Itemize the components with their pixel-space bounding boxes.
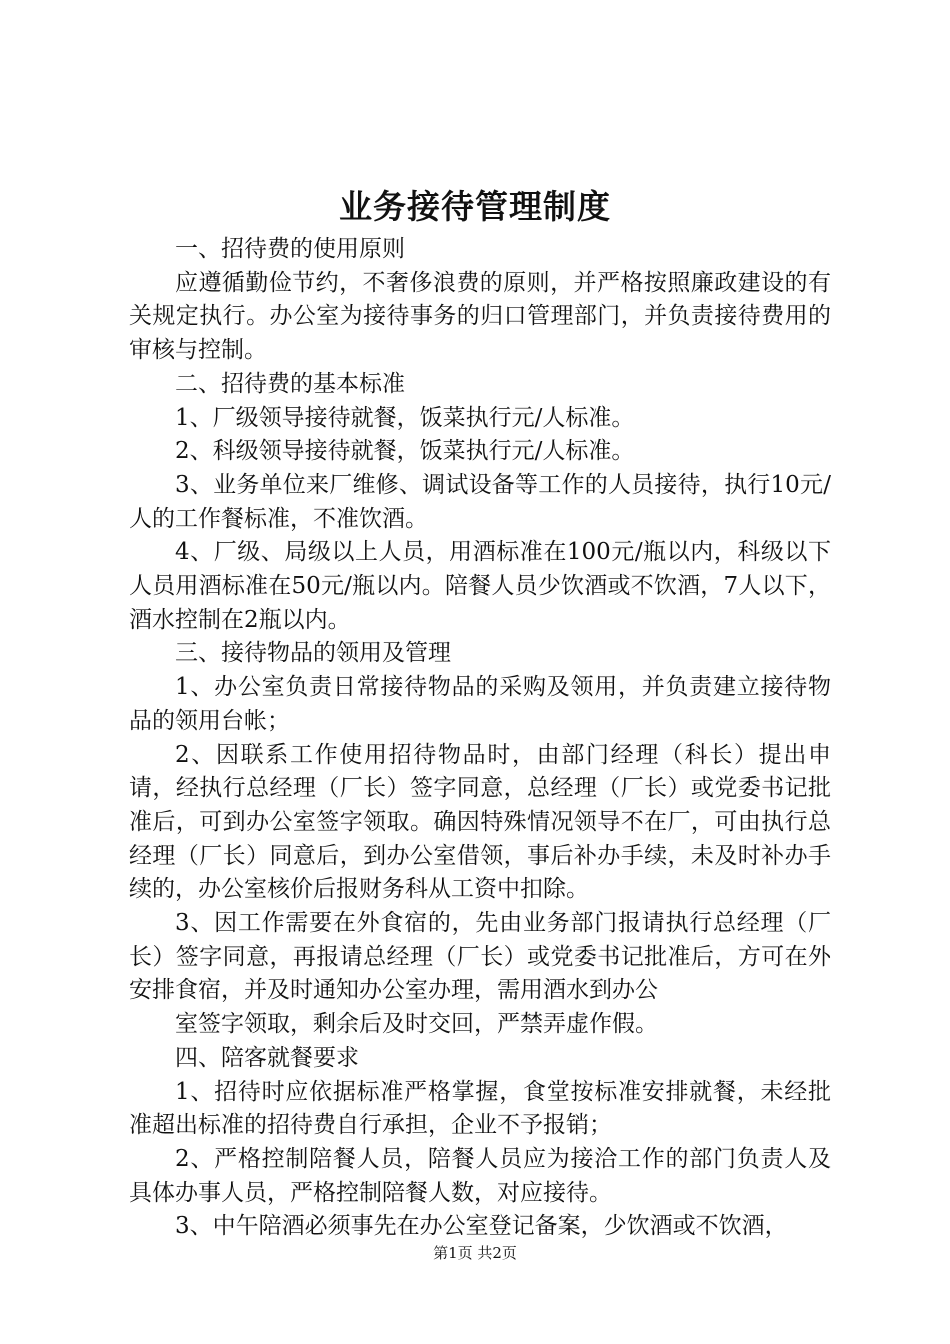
paragraph: 4、厂级、局级以上人员，用酒标准在100元/瓶以内，科级以下人员用酒标准在50元/瓶以内。陪餐人员少饮酒或不饮酒，7人以下，酒水控制在2瓶以内。 bbox=[129, 539, 831, 633]
paragraph: 3、中午陪酒必须事先在办公室登记备案，少饮酒或不饮酒， bbox=[175, 1213, 788, 1240]
paragraph: 2、科级领导接待就餐，饭菜执行元/人标准。 bbox=[175, 438, 635, 465]
paragraph: 1、厂级领导接待就餐，饭菜执行元/人标准。 bbox=[175, 404, 635, 431]
document-body bbox=[129, 233, 831, 1244]
paragraph-continuation: 室签字领取，剩余后及时交回，严禁弄虚作假。 bbox=[175, 1011, 658, 1038]
document-title: 业务接待管理制度 bbox=[339, 187, 611, 226]
section-heading-2: 二、招待费的基本标准 bbox=[175, 370, 405, 397]
page-number-footer: 第1页 共2页 bbox=[433, 1244, 517, 1262]
paragraph: 2、严格控制陪餐人员，陪餐人员应为接洽工作的部门负责人及具体办事人员，严格控制陪餐人数，对应接待。 bbox=[129, 1145, 831, 1206]
section-heading-4: 四、陪客就餐要求 bbox=[175, 1044, 359, 1071]
paragraph: 3、因工作需要在外食宿的，先由业务部门报请执行总经理（厂长）签字同意，再报请总经理（厂长）或党委书记批准后，方可在外安排食宿，并及时通知办公室办理，需用酒水到办公 bbox=[129, 910, 831, 1004]
paragraph: 2、因联系工作使用招待物品时，由部门经理（科长）提出申请，经执行总经理（厂长）签字同意，总经理（厂长）或党委书记批准后，可到办公室签字领取。确因特殊情况领导不在厂，可由执行总经理（厂长）同意后，到办公室借领，事后补办手续，未及时补办手续的，办公室核价后报财务科从工资中扣除。 bbox=[129, 741, 831, 903]
section-heading-3: 三、接待物品的领用及管理 bbox=[175, 640, 451, 667]
paragraph: 应遵循勤俭节约，不奢侈浪费的原则，并严格按照廉政建设的有关规定执行。办公室为接待事务的归口管理部门，并负责接待费用的审核与控制。 bbox=[129, 269, 831, 364]
paragraph: 1、招待时应依据标准严格掌握，食堂按标准安排就餐，未经批准超出标准的招待费自行承担，企业不予报销； bbox=[129, 1078, 831, 1139]
section-heading-1: 一、招待费的使用原则 bbox=[175, 236, 405, 262]
paragraph: 1、办公室负责日常接待物品的采购及领用，并负责建立接待物品的领用台帐； bbox=[129, 674, 831, 734]
paragraph: 3、业务单位来厂维修、调试设备等工作的人员接待，执行10元/人的工作餐标准，不准饮酒。 bbox=[129, 471, 831, 532]
